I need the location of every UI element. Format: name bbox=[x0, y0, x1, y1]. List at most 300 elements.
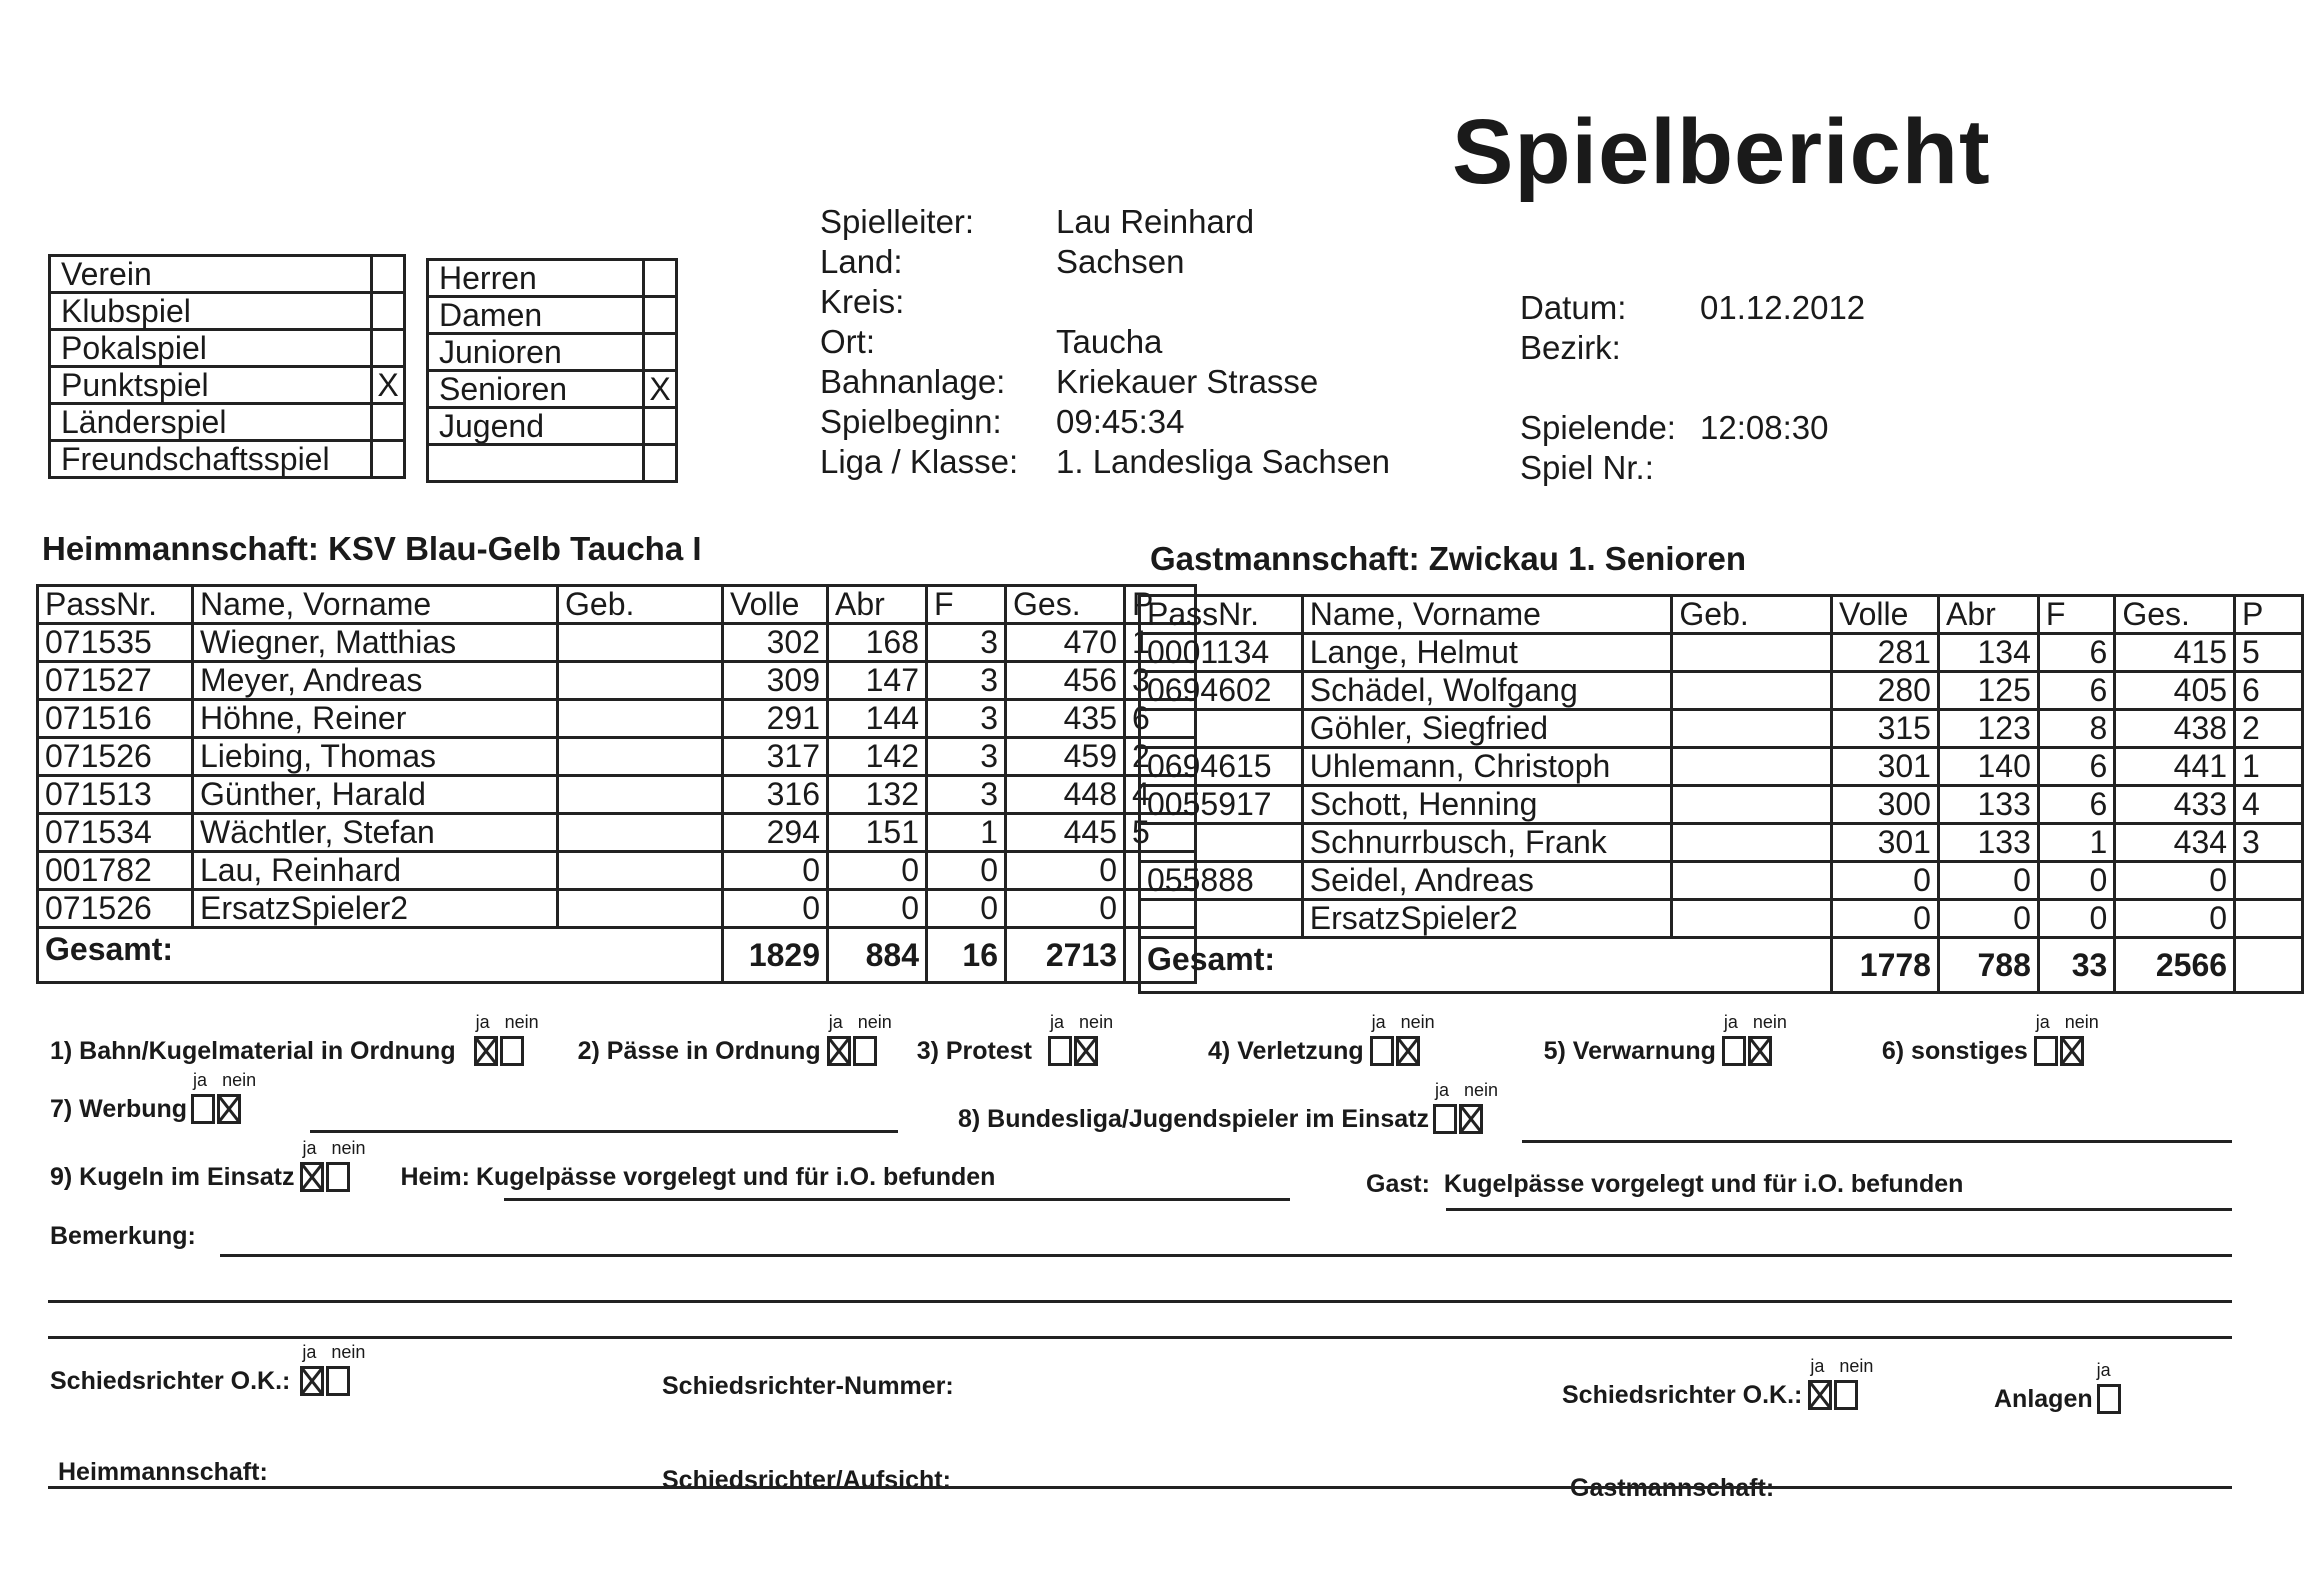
nein-label: nein bbox=[504, 1012, 539, 1032]
cell-name: Wächtler, Stefan bbox=[193, 814, 558, 852]
nein-label: nein bbox=[1463, 1080, 1499, 1100]
cell-geb bbox=[1672, 672, 1832, 710]
cell-abr: 147 bbox=[828, 662, 927, 700]
q9-label: 9) Kugeln im Einsatz bbox=[50, 1163, 295, 1191]
cell-p bbox=[2235, 862, 2303, 900]
home-team-name: KSV Blau-Gelb Taucha I bbox=[328, 530, 702, 567]
cell-geb bbox=[558, 852, 723, 890]
cell-geb bbox=[558, 776, 723, 814]
spielende-label: Spielende: bbox=[1520, 409, 1676, 446]
ja-label: ja bbox=[828, 1012, 843, 1032]
ja-label: ja bbox=[193, 1070, 208, 1090]
cell-name: ErsatzSpieler2 bbox=[193, 890, 558, 928]
kreis-label: Kreis: bbox=[820, 283, 905, 320]
cell-abr: 0 bbox=[828, 890, 927, 928]
total-p bbox=[2235, 938, 2303, 993]
cell-f: 0 bbox=[927, 852, 1006, 890]
cell-f: 1 bbox=[2038, 824, 2114, 862]
q5-ja-checkbox[interactable] bbox=[1722, 1036, 1746, 1066]
cell-pass: 001782 bbox=[38, 852, 193, 890]
q2-nein-checkbox[interactable] bbox=[853, 1036, 877, 1066]
cell-abr: 0 bbox=[1938, 862, 2038, 900]
game-type-row bbox=[50, 256, 405, 293]
q7-nein-checkbox[interactable] bbox=[217, 1094, 241, 1124]
category-row bbox=[428, 260, 677, 297]
home-score-table bbox=[36, 584, 1197, 984]
category-label: Damen bbox=[428, 297, 644, 334]
q6-nein-checkbox[interactable] bbox=[2060, 1036, 2084, 1066]
schiri-ok-nein-checkbox[interactable] bbox=[326, 1366, 350, 1396]
ja-label: ja bbox=[1723, 1012, 1738, 1032]
cell-volle: 317 bbox=[723, 738, 828, 776]
gast-line bbox=[1446, 1208, 2232, 1211]
cell-ges: 0 bbox=[2115, 862, 2235, 900]
category-mark[interactable] bbox=[644, 297, 677, 334]
cell-name: Günther, Harald bbox=[193, 776, 558, 814]
home-team-label: Heimmannschaft: bbox=[42, 530, 319, 567]
cell-volle: 0 bbox=[723, 890, 828, 928]
category-mark[interactable]: X bbox=[644, 371, 677, 408]
game-type-mark[interactable] bbox=[372, 441, 405, 478]
header-row bbox=[38, 586, 1196, 624]
total-row bbox=[1140, 938, 2303, 993]
column-header: P bbox=[1125, 586, 1196, 624]
column-header: Geb. bbox=[558, 586, 723, 624]
cell-p: 2 bbox=[2235, 710, 2303, 748]
table-row bbox=[38, 776, 1196, 814]
category-label bbox=[428, 445, 644, 482]
cell-p: 3 bbox=[2235, 824, 2303, 862]
gast-text: Kugelpässe vorgelegt und für i.O. befunden bbox=[1443, 1170, 1964, 1198]
total-row bbox=[38, 928, 1196, 983]
match-info-right bbox=[1520, 288, 1865, 488]
cell-abr: 0 bbox=[1938, 900, 2038, 938]
cell-geb bbox=[1672, 862, 1832, 900]
schiri-nr-row bbox=[662, 1372, 954, 1401]
cell-volle: 294 bbox=[723, 814, 828, 852]
cell-p: 3 bbox=[1125, 662, 1196, 700]
category-label: Junioren bbox=[428, 334, 644, 371]
cell-name: Schädel, Wolfgang bbox=[1302, 672, 1672, 710]
spielbeginn-label: Spielbeginn: bbox=[820, 403, 1002, 440]
q7-label: 7) Werbung bbox=[50, 1095, 188, 1123]
cell-p: 1 bbox=[1125, 624, 1196, 662]
bahnanlage-value: Kriekauer Strasse bbox=[1056, 363, 1319, 400]
total-volle: 1829 bbox=[723, 928, 828, 983]
column-header: Abr bbox=[828, 586, 927, 624]
match-info bbox=[820, 202, 1390, 482]
cell-f: 0 bbox=[2038, 900, 2114, 938]
cell-ges: 0 bbox=[2115, 900, 2235, 938]
cell-abr: 125 bbox=[1938, 672, 2038, 710]
ort-value: Taucha bbox=[1056, 323, 1163, 360]
heim-text: Kugelpässe vorgelegt und für i.O. befunden bbox=[475, 1163, 996, 1191]
cell-pass: 071516 bbox=[38, 700, 193, 738]
cell-ges: 441 bbox=[2115, 748, 2235, 786]
cell-f: 6 bbox=[2038, 672, 2114, 710]
cell-abr: 133 bbox=[1938, 786, 2038, 824]
cell-abr: 123 bbox=[1938, 710, 2038, 748]
schiri-ok2-nein-checkbox[interactable] bbox=[1834, 1380, 1858, 1410]
cell-p: 1 bbox=[2235, 748, 2303, 786]
gast-row bbox=[1366, 1170, 1963, 1199]
ja-label: ja bbox=[1371, 1012, 1386, 1032]
ort-label: Ort: bbox=[820, 323, 875, 360]
heim-sig-text: Heimmannschaft: bbox=[58, 1458, 268, 1486]
ja-label: ja bbox=[1434, 1080, 1449, 1100]
home-team-header bbox=[42, 530, 702, 568]
schiri-ok-ja-checkbox[interactable] bbox=[300, 1366, 324, 1396]
q3-label: 3) Protest bbox=[916, 1037, 1033, 1065]
cell-abr: 133 bbox=[1938, 824, 2038, 862]
cell-volle: 301 bbox=[1832, 824, 1939, 862]
guest-team-label: Gastmannschaft: bbox=[1150, 540, 1420, 577]
total-volle: 1778 bbox=[1832, 938, 1939, 993]
cell-geb bbox=[558, 624, 723, 662]
heim-label: Heim: bbox=[400, 1163, 470, 1191]
q4-label: 4) Verletzung bbox=[1208, 1037, 1364, 1065]
spielnr-label: Spiel Nr.: bbox=[1520, 449, 1654, 486]
cell-ges: 435 bbox=[1006, 700, 1125, 738]
cell-volle: 0 bbox=[723, 852, 828, 890]
cell-ges: 470 bbox=[1006, 624, 1125, 662]
bemerkung-row bbox=[50, 1222, 196, 1251]
cell-name: Schott, Henning bbox=[1302, 786, 1672, 824]
cell-p: 6 bbox=[2235, 672, 2303, 710]
cell-pass bbox=[1140, 710, 1303, 748]
cell-volle: 281 bbox=[1832, 634, 1939, 672]
ja-label: ja bbox=[2035, 1012, 2050, 1032]
land-value: Sachsen bbox=[1056, 243, 1185, 280]
cell-abr: 132 bbox=[828, 776, 927, 814]
cell-ges: 405 bbox=[2115, 672, 2235, 710]
category-table bbox=[426, 258, 678, 483]
table-row bbox=[1140, 672, 2303, 710]
anlagen-row bbox=[1994, 1360, 2121, 1414]
q4-ja-checkbox[interactable] bbox=[1370, 1036, 1394, 1066]
cell-abr: 140 bbox=[1938, 748, 2038, 786]
column-header: Abr bbox=[1938, 596, 2038, 634]
category-row bbox=[428, 445, 677, 482]
q6-label: 6) sonstiges bbox=[1881, 1037, 2028, 1065]
cell-pass: 071513 bbox=[38, 776, 193, 814]
cell-volle: 0 bbox=[1832, 900, 1939, 938]
nein-label: nein bbox=[1752, 1012, 1787, 1032]
column-header: F bbox=[927, 586, 1006, 624]
cell-volle: 301 bbox=[1832, 748, 1939, 786]
table-row bbox=[1140, 634, 2303, 672]
cell-geb bbox=[558, 814, 723, 852]
cell-f: 6 bbox=[2038, 634, 2114, 672]
cell-abr: 144 bbox=[828, 700, 927, 738]
schiri-ok-row bbox=[50, 1342, 366, 1396]
bemerkung-line-3 bbox=[48, 1336, 2232, 1339]
spielende-value: 12:08:30 bbox=[1700, 409, 1829, 446]
q4-nein-checkbox[interactable] bbox=[1396, 1036, 1420, 1066]
table-row bbox=[1140, 900, 2303, 938]
q2-label: 2) Pässe in Ordnung bbox=[577, 1037, 821, 1065]
total-f: 16 bbox=[927, 928, 1006, 983]
q1-ja-checkbox[interactable] bbox=[474, 1036, 498, 1066]
cell-geb bbox=[1672, 748, 1832, 786]
cell-name: Seidel, Andreas bbox=[1302, 862, 1672, 900]
q8-line bbox=[1522, 1140, 2232, 1143]
page-title: Spielbericht bbox=[1452, 101, 1991, 203]
category-mark[interactable] bbox=[644, 408, 677, 445]
cell-p: 5 bbox=[2235, 634, 2303, 672]
ja-label: ja bbox=[302, 1138, 317, 1158]
q7-line bbox=[310, 1130, 898, 1133]
total-label: Gesamt: bbox=[1140, 938, 1832, 993]
spielleiter-value: Lau Reinhard bbox=[1056, 203, 1255, 240]
cell-pass: 071534 bbox=[38, 814, 193, 852]
cell-pass: 071527 bbox=[38, 662, 193, 700]
column-header: Volle bbox=[1832, 596, 1939, 634]
nein-label: nein bbox=[222, 1070, 257, 1090]
datum-label: Datum: bbox=[1520, 289, 1627, 326]
cell-volle: 316 bbox=[723, 776, 828, 814]
game-type-mark[interactable] bbox=[372, 293, 405, 330]
bahnanlage-label: Bahnanlage: bbox=[820, 363, 1006, 400]
cell-f: 0 bbox=[2038, 862, 2114, 900]
liga-label: Liga / Klasse: bbox=[820, 443, 1019, 480]
cell-name: Uhlemann, Christoph bbox=[1302, 748, 1672, 786]
cell-p: 4 bbox=[2235, 786, 2303, 824]
nein-label: nein bbox=[331, 1138, 366, 1158]
cell-ges: 0 bbox=[1006, 852, 1125, 890]
cell-name: ErsatzSpieler2 bbox=[1302, 900, 1672, 938]
cell-p: 5 bbox=[1125, 814, 1196, 852]
ja-label: ja bbox=[1050, 1012, 1065, 1032]
cell-p: 4 bbox=[1125, 776, 1196, 814]
category-mark[interactable] bbox=[644, 445, 677, 482]
ja-label: ja bbox=[302, 1342, 317, 1362]
header-row bbox=[1140, 596, 2303, 634]
column-header: PassNr. bbox=[1140, 596, 1303, 634]
cell-name: Wiegner, Matthias bbox=[193, 624, 558, 662]
cell-abr: 134 bbox=[1938, 634, 2038, 672]
cell-ges: 459 bbox=[1006, 738, 1125, 776]
cell-abr: 142 bbox=[828, 738, 927, 776]
cell-pass: 0001134 bbox=[1140, 634, 1303, 672]
cell-abr: 168 bbox=[828, 624, 927, 662]
nein-label: nein bbox=[857, 1012, 892, 1032]
cell-volle: 0 bbox=[1832, 862, 1939, 900]
cell-volle: 315 bbox=[1832, 710, 1939, 748]
category-label: Herren bbox=[428, 260, 644, 297]
gast-sig-text: Gastmannschaft: bbox=[1570, 1474, 1775, 1502]
cell-pass: 0694602 bbox=[1140, 672, 1303, 710]
schiri-ok2-ja-checkbox[interactable] bbox=[1808, 1380, 1832, 1410]
category-label: Senioren bbox=[428, 371, 644, 408]
game-type-label: Punktspiel bbox=[50, 367, 372, 404]
signature-line bbox=[48, 1486, 2232, 1489]
cell-pass bbox=[1140, 824, 1303, 862]
cell-f: 6 bbox=[2038, 786, 2114, 824]
q1-nein-checkbox[interactable] bbox=[500, 1036, 524, 1066]
column-header: Ges. bbox=[1006, 586, 1125, 624]
cell-name: Lau, Reinhard bbox=[193, 852, 558, 890]
column-header: Name, Vorname bbox=[1302, 596, 1672, 634]
bemerkung-line-1 bbox=[220, 1254, 2232, 1257]
cell-geb bbox=[558, 890, 723, 928]
cell-name: Schnurrbusch, Frank bbox=[1302, 824, 1672, 862]
cell-volle: 280 bbox=[1832, 672, 1939, 710]
spielbeginn-value: 09:45:34 bbox=[1056, 403, 1185, 440]
cell-abr: 151 bbox=[828, 814, 927, 852]
q2-ja-checkbox[interactable] bbox=[827, 1036, 851, 1066]
game-type-row bbox=[50, 293, 405, 330]
cell-f: 3 bbox=[927, 662, 1006, 700]
cell-f: 3 bbox=[927, 776, 1006, 814]
cell-name: Meyer, Andreas bbox=[193, 662, 558, 700]
q1-label: 1) Bahn/Kugelmaterial in Ordnung bbox=[50, 1037, 456, 1065]
anlagen-checkbox[interactable] bbox=[2097, 1384, 2121, 1414]
game-type-row bbox=[50, 367, 405, 404]
game-type-label: Klubspiel bbox=[50, 293, 372, 330]
guest-team-header bbox=[1150, 540, 1746, 578]
cell-ges: 456 bbox=[1006, 662, 1125, 700]
cell-pass: 0694615 bbox=[1140, 748, 1303, 786]
cell-ges: 433 bbox=[2115, 786, 2235, 824]
q8-nein-checkbox[interactable] bbox=[1459, 1104, 1483, 1134]
table-row bbox=[38, 700, 1196, 738]
total-f: 33 bbox=[2038, 938, 2114, 993]
cell-f: 0 bbox=[927, 890, 1006, 928]
game-type-label: Freundschaftsspiel bbox=[50, 441, 372, 478]
q9-nein-checkbox[interactable] bbox=[326, 1162, 350, 1192]
total-ges: 2566 bbox=[2115, 938, 2235, 993]
ja-label: ja bbox=[1810, 1356, 1825, 1376]
cell-f: 3 bbox=[927, 624, 1006, 662]
cell-f: 1 bbox=[927, 814, 1006, 852]
nein-label: nein bbox=[331, 1342, 366, 1362]
column-header: PassNr. bbox=[38, 586, 193, 624]
liga-value: 1. Landesliga Sachsen bbox=[1056, 443, 1390, 480]
column-header: Volle bbox=[723, 586, 828, 624]
q5-nein-checkbox[interactable] bbox=[1748, 1036, 1772, 1066]
game-type-row bbox=[50, 404, 405, 441]
q9-ja-checkbox[interactable] bbox=[300, 1162, 324, 1192]
check-row-1 bbox=[50, 1012, 2099, 1066]
table-row bbox=[38, 624, 1196, 662]
check-row-3 bbox=[50, 1138, 996, 1192]
category-label: Jugend bbox=[428, 408, 644, 445]
check-row-2 bbox=[50, 1070, 257, 1124]
game-type-mark[interactable] bbox=[372, 404, 405, 441]
cell-ges: 448 bbox=[1006, 776, 1125, 814]
game-type-mark[interactable] bbox=[372, 256, 405, 293]
game-type-table bbox=[48, 254, 406, 479]
cell-pass: 071535 bbox=[38, 624, 193, 662]
cell-volle: 302 bbox=[723, 624, 828, 662]
column-header: Name, Vorname bbox=[193, 586, 558, 624]
schiri-nr-label: Schiedsrichter-Nummer: bbox=[662, 1372, 954, 1400]
game-type-row bbox=[50, 330, 405, 367]
cell-ges: 438 bbox=[2115, 710, 2235, 748]
category-mark[interactable] bbox=[644, 334, 677, 371]
total-abr: 884 bbox=[828, 928, 927, 983]
q7-ja-checkbox[interactable] bbox=[191, 1094, 215, 1124]
gast-label: Gast: bbox=[1366, 1170, 1430, 1198]
guest-score-table bbox=[1138, 594, 2304, 994]
cell-ges: 0 bbox=[1006, 890, 1125, 928]
aufsicht-signature-label bbox=[662, 1466, 951, 1495]
game-type-row bbox=[50, 441, 405, 478]
cell-geb bbox=[1672, 634, 1832, 672]
aufsicht-text: Schiedsrichter/Aufsicht: bbox=[662, 1466, 951, 1494]
schiri-ok-label: Schiedsrichter O.K.: bbox=[50, 1367, 291, 1395]
category-row bbox=[428, 408, 677, 445]
table-row bbox=[38, 662, 1196, 700]
q3-nein-checkbox[interactable] bbox=[1074, 1036, 1098, 1066]
cell-name: Göhler, Siegfried bbox=[1302, 710, 1672, 748]
cell-name: Liebing, Thomas bbox=[193, 738, 558, 776]
category-row bbox=[428, 334, 677, 371]
cell-geb bbox=[558, 700, 723, 738]
total-ges: 2713 bbox=[1006, 928, 1125, 983]
game-type-label: Pokalspiel bbox=[50, 330, 372, 367]
nein-label: nein bbox=[1079, 1012, 1114, 1032]
cell-geb bbox=[558, 662, 723, 700]
spielleiter-label: Spielleiter: bbox=[820, 203, 975, 240]
column-header: Ges. bbox=[2115, 596, 2235, 634]
anlagen-label: Anlagen bbox=[1994, 1385, 2093, 1413]
bemerkung-label: Bemerkung: bbox=[50, 1222, 196, 1250]
table-row bbox=[1140, 824, 2303, 862]
schiri-ok2-row bbox=[1562, 1356, 1874, 1410]
game-type-label: Verein bbox=[50, 256, 372, 293]
check-row-2b bbox=[958, 1080, 1499, 1134]
cell-pass: 071526 bbox=[38, 890, 193, 928]
cell-pass: 055888 bbox=[1140, 862, 1303, 900]
game-type-label: Länderspiel bbox=[50, 404, 372, 441]
cell-p: 2 bbox=[1125, 738, 1196, 776]
cell-volle: 291 bbox=[723, 700, 828, 738]
column-header: F bbox=[2038, 596, 2114, 634]
column-header: Geb. bbox=[1672, 596, 1832, 634]
category-row bbox=[428, 297, 677, 334]
category-row bbox=[428, 371, 677, 408]
q3-ja-checkbox[interactable] bbox=[1048, 1036, 1072, 1066]
table-row bbox=[38, 852, 1196, 890]
table-row bbox=[38, 738, 1196, 776]
cell-ges: 445 bbox=[1006, 814, 1125, 852]
q6-ja-checkbox[interactable] bbox=[2034, 1036, 2058, 1066]
cell-pass: 0055917 bbox=[1140, 786, 1303, 824]
cell-abr: 0 bbox=[828, 852, 927, 890]
cell-name: Lange, Helmut bbox=[1302, 634, 1672, 672]
cell-pass bbox=[1140, 900, 1303, 938]
q5-label: 5) Verwarnung bbox=[1543, 1037, 1716, 1065]
cell-geb bbox=[558, 738, 723, 776]
table-row bbox=[1140, 786, 2303, 824]
table-row bbox=[38, 814, 1196, 852]
cell-f: 3 bbox=[927, 700, 1006, 738]
cell-name: Höhne, Reiner bbox=[193, 700, 558, 738]
cell-geb bbox=[1672, 900, 1832, 938]
q8-ja-checkbox[interactable] bbox=[1433, 1104, 1457, 1134]
cell-p: 6 bbox=[1125, 700, 1196, 738]
heim-signature-label bbox=[58, 1458, 268, 1487]
game-type-mark[interactable] bbox=[372, 330, 405, 367]
cell-f: 8 bbox=[2038, 710, 2114, 748]
category-mark[interactable] bbox=[644, 260, 677, 297]
game-type-mark[interactable]: X bbox=[372, 367, 405, 404]
nein-label: nein bbox=[1400, 1012, 1435, 1032]
cell-ges: 415 bbox=[2115, 634, 2235, 672]
cell-pass: 071526 bbox=[38, 738, 193, 776]
